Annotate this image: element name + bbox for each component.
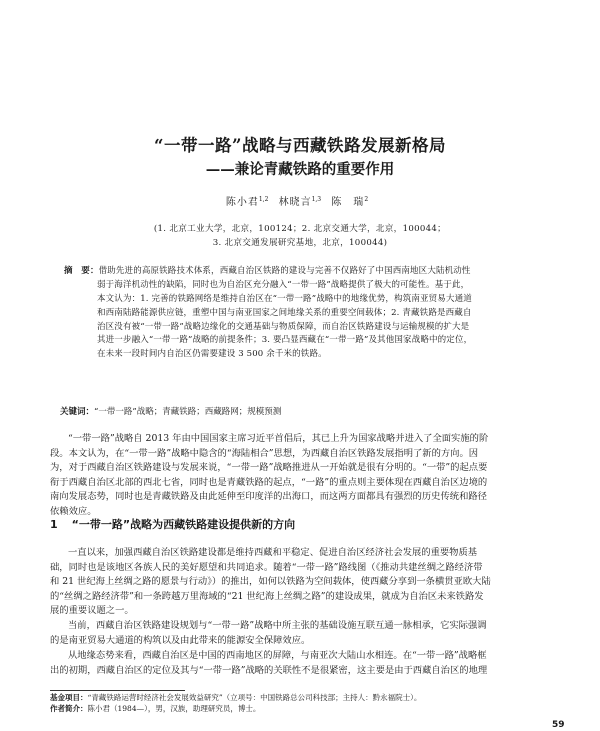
paragraph-line: 出的初期，西藏自治区的定位及其与“一带一路”战略的关联性不是很紧密，这主要是由于西藏自治区的地理 bbox=[50, 664, 488, 676]
abstract-line: 弱于海洋机动性的缺陷，同时也为自治区充分融入“一带一路”战略提供了极大的可能性。基于此， bbox=[97, 279, 470, 290]
abstract-line bbox=[64, 265, 560, 279]
paragraph-line: 础，同时也是该地区各族人民的美好愿望和共同追求。随着“一带一路”路线图（《推动共建丝绸之路经济带 bbox=[50, 561, 483, 573]
intro-paragraph bbox=[50, 432, 560, 520]
section-title: “一带一路”战略为西藏铁路建设提供新的方向 bbox=[71, 518, 296, 531]
paragraph-line: 从地缘态势来看，西藏自治区是中国的西南地区的屏障，与南亚次大陆山水相连。在“一带一路”战略框 bbox=[68, 650, 487, 661]
affiliation-line: (1. 北京工业大学，北京，100124；2. 北京交通大学，北京，100044； bbox=[153, 224, 447, 234]
paper-subtitle: ——兼论青藏铁路的重要作用 bbox=[205, 161, 395, 178]
abstract-text: 借助先进的高原铁路技术体系，西藏自治区铁路的建设与完善不仅路好了中国西南地区大陆机动性 bbox=[98, 266, 471, 276]
keywords-text: “一带一路”战略；青藏铁路；西藏路网；规模预测 bbox=[94, 407, 282, 417]
keywords-label: 关键词： bbox=[60, 407, 95, 417]
abstract-line: 和西南陆路能源供应链，重塑中国与南亚国家之间地缘关系的重要空间载体；2. 青藏铁路是西藏自 bbox=[97, 307, 472, 318]
abstract-label: 摘 要： bbox=[64, 266, 99, 276]
author-affil-sup: 1,2 bbox=[258, 195, 269, 203]
author-name: 陈小君 bbox=[225, 197, 259, 208]
keywords bbox=[60, 405, 281, 417]
paragraph-line: 段。本文认为，在“一带一路”战略中隐含的“海陆相合”思想，为西藏自治区铁路发展指明了新的方向。因 bbox=[50, 447, 479, 459]
section-paragraph bbox=[50, 649, 560, 678]
footnote-label: 基金项目： bbox=[50, 693, 88, 702]
author-affil-sup: 1,3 bbox=[311, 195, 322, 203]
abstract-line: 本文认为：1. 完善的铁路网络是维持自治区在“一带一路”战略中的地缘优势，构筑南亚贸易大通道 bbox=[97, 293, 472, 304]
paragraph-line: 的是南亚贸易大通道的构筑以及由此带来的能源安全保障效应。 bbox=[50, 634, 311, 646]
abstract bbox=[64, 265, 560, 362]
paragraph-line: 衔于西藏自治区北部的西北七省，同时也是青藏铁路的起点，“一路”的重点则主要体现在西藏自治区边境的 bbox=[50, 476, 488, 488]
author-name: 林晓言 bbox=[278, 197, 312, 208]
footnotes bbox=[50, 692, 421, 714]
footnote-text: “青藏铁路运营时经济社会发展效益研究”（立项号：中国铁路总公司科技部；主持人：黔永福院士）。 bbox=[87, 693, 422, 702]
paragraph-line: 展的重要议题之一。 bbox=[50, 605, 134, 617]
paragraph-line: 当前，西藏自治区铁路建设规划与“一带一路”战略中所主张的基础设施互联互通一脉相承，它实际强调 bbox=[68, 620, 487, 631]
footnote-divider bbox=[50, 690, 185, 691]
paragraph-line: 南向发展态势，同时也是青藏铁路及由此延伸至印度洋的出海口，而这两方面都具有强烈的历史传统和路径 bbox=[50, 491, 487, 503]
affiliation-line: 3. 北京交通发展研究基地，北京，100044) bbox=[212, 238, 388, 248]
footnote-label: 作者简介： bbox=[50, 704, 88, 713]
paper-title: “一带一路”战略与西藏铁路发展新格局 bbox=[154, 136, 446, 155]
paragraph-line: “一带一路”战略自 2013 年由中国国家主席习近平首倡后，其已上升为国家战略并进入了全面实施的阶 bbox=[68, 433, 489, 444]
page-number: 59 bbox=[552, 720, 565, 730]
author-name: 陈 瑞 bbox=[331, 197, 365, 208]
abstract-line: 治区没有被“一带一路”战略边缘化的交通基础与物质保障，而自治区铁路建设与运输规模的扩大是 bbox=[97, 321, 470, 332]
footnote-text: 陈小君（1984—），男，汉族，助理研究员，博士。 bbox=[87, 704, 261, 713]
footnote-funding bbox=[50, 692, 421, 703]
paragraph-line: 为，对于西藏自治区铁路建设与发展来说，“一带一路”战略推进从一开始就是很有分明的。“一带”的起点要 bbox=[50, 462, 488, 474]
section-number: 1 bbox=[50, 518, 58, 531]
paragraph-line: 一直以来，加强西藏自治区铁路建设都是维持西藏和平稳定、促进自治区经济社会发展的重要物质基 bbox=[68, 547, 478, 558]
paragraph-line: 的“丝绸之路经济带”和一条跨越万里海域的“21 世纪海上丝绸之路”的建设成果，就成为自治区未来铁路发 bbox=[50, 590, 484, 602]
section-paragraph bbox=[50, 619, 560, 648]
paragraph-line: 依赖效应。 bbox=[50, 505, 97, 517]
section-paragraph bbox=[50, 546, 560, 619]
author-affil-sup: 2 bbox=[364, 195, 369, 203]
paragraph-line: 和 21 世纪海上丝绸之路的愿景与行动》）的推出，如何以铁路为空间载体，使西藏分享到一条横贯亚欧大陆 bbox=[50, 576, 491, 588]
abstract-line: 其进一步融入“一带一路”战略的前提条件；3. 要凸显西藏在“一带一路”及其他国家战略中的定位， bbox=[97, 335, 473, 346]
author-list bbox=[0, 193, 600, 208]
footnote-author bbox=[50, 703, 421, 714]
abstract-line: 在未来一段时间内自治区仍需要建设 3 500 余千米的铁路。 bbox=[97, 349, 327, 360]
section-heading bbox=[50, 516, 295, 532]
